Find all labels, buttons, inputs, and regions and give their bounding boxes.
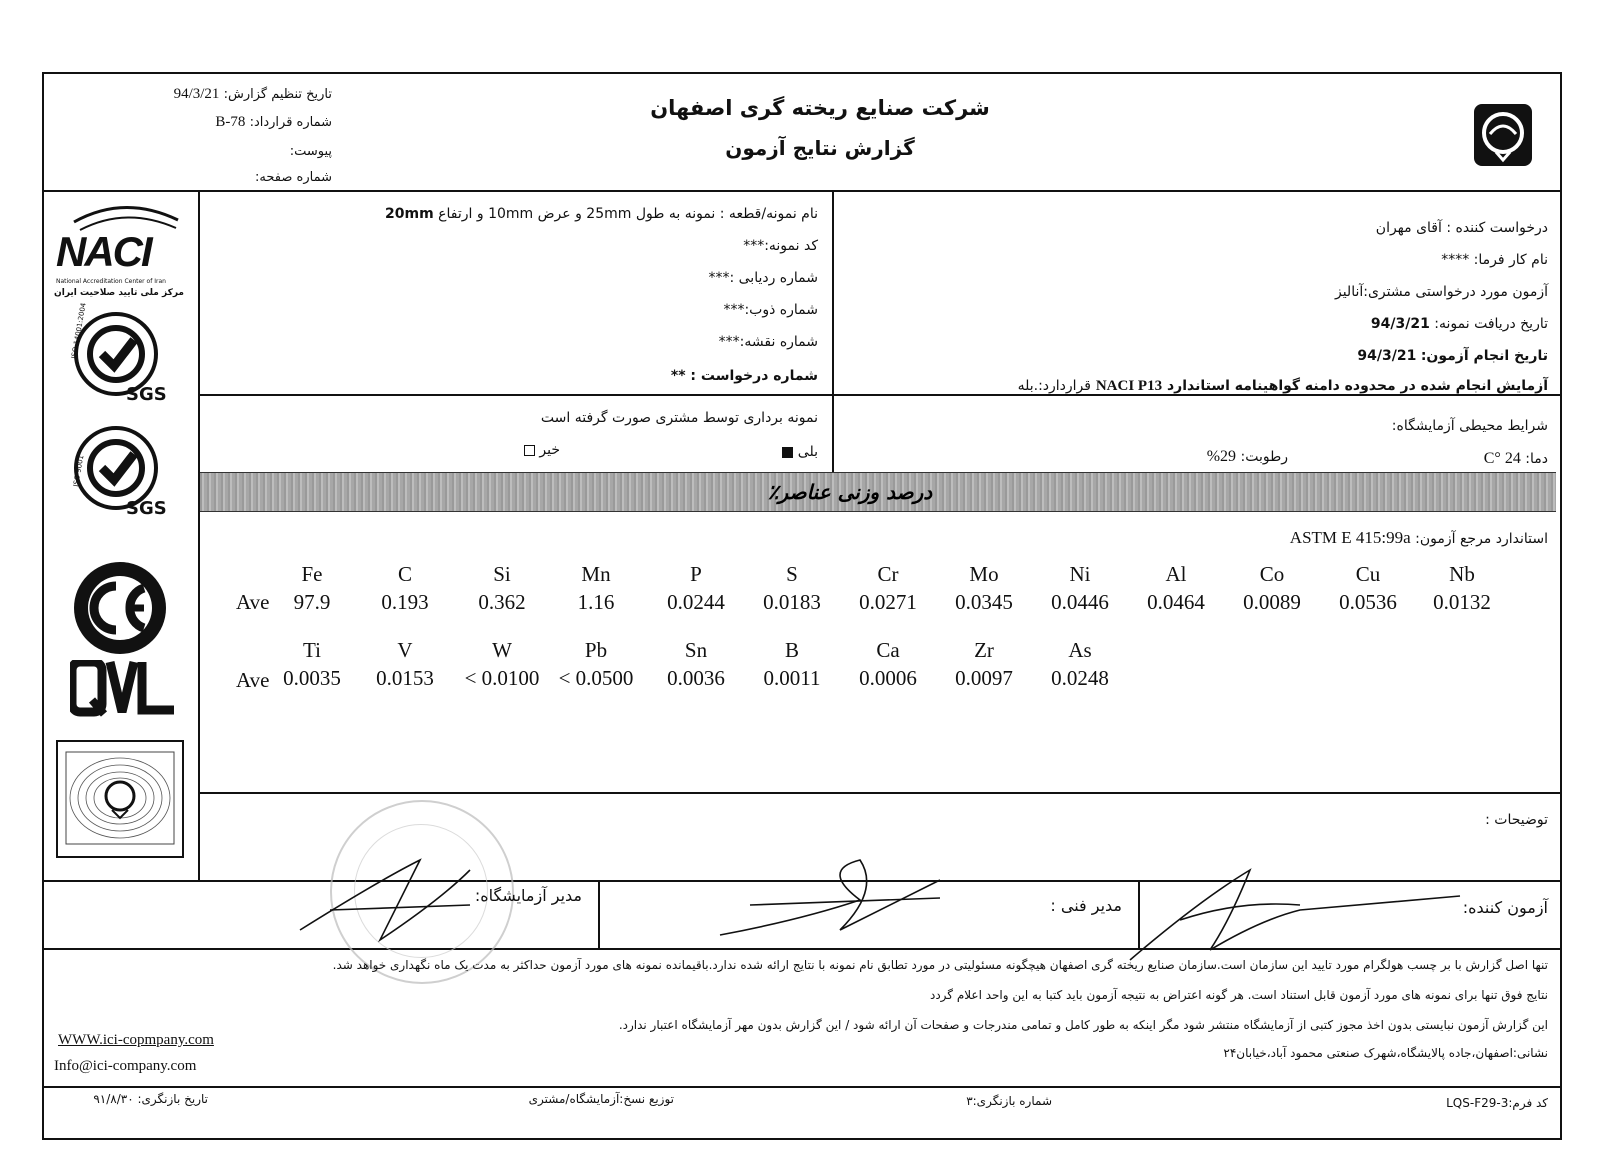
element-symbol-row1-3: Mn	[581, 562, 611, 586]
accreditation-text: آزمایش انجام شده در محدوده دامنه گواهینامه استاندارد	[1166, 378, 1548, 394]
accreditation-answer: قراردارد:.بله	[1017, 378, 1091, 394]
row1-label: Ave	[236, 590, 270, 614]
section-title: درصد وزنی عناصر٪	[767, 480, 933, 504]
element-value-row2-5: 0.0011	[763, 666, 821, 690]
iso9001-label: ISO 9001	[72, 454, 86, 488]
receive-date: 94/3/21	[1370, 316, 1430, 332]
element-value-row1-10: 0.0089	[1243, 590, 1301, 614]
form-code: کد فرم:LQS-F29-3	[1446, 1096, 1548, 1110]
element-symbol-row1-5: S	[786, 562, 798, 586]
tracking-number: شماره ردیابی :***	[708, 270, 818, 286]
element-symbol-row1-0: Fe	[301, 562, 323, 586]
element-symbol-row1-1: C	[397, 562, 412, 586]
element-value-row2-1: 0.0153	[376, 666, 434, 690]
conditions-label: شرایط محیطی آزمایشگاه:	[1391, 418, 1548, 434]
contract-number: B-78	[215, 114, 246, 130]
element-value-row1-0: 97.9	[293, 590, 331, 614]
temperature-label: دما:	[1525, 451, 1548, 467]
element-symbol-row2-7: Zr	[974, 638, 994, 662]
iso14001-label: ISO 14001:2004	[70, 302, 88, 360]
naci-subtitle-fa: مرکز ملی تایید صلاحیت ایران	[54, 288, 184, 298]
element-value-row1-1: 0.193	[381, 590, 429, 614]
element-value-row1-2: 0.362	[478, 590, 526, 614]
revision-date: تاریخ بازنگری: ۹۱/۸/۳۰	[93, 1092, 208, 1106]
attachment-label: پیوست:	[289, 144, 332, 159]
element-value-row1-3: 1.16	[577, 590, 615, 614]
element-symbol-row1-8: Ni	[1069, 562, 1091, 586]
humidity-label: رطوبت:	[1240, 449, 1288, 465]
element-value-row2-0: 0.0035	[283, 666, 341, 690]
element-value-row1-11: 0.0536	[1339, 590, 1397, 614]
company-name: شرکت صنایع ریخته گری اصفهان	[650, 96, 990, 120]
lab-manager-signature-label: مدیر آزمایشگاه:	[474, 886, 582, 905]
contract-label: شماره قرارداد:	[249, 115, 332, 130]
email-link[interactable]: Info@ici-company.com	[54, 1058, 197, 1074]
element-symbol-row1-11: Cu	[1355, 562, 1381, 586]
sampling-no-label: خیر	[539, 442, 560, 458]
element-symbol-row2-8: As	[1068, 638, 1092, 662]
element-symbol-row2-1: V	[397, 638, 413, 662]
element-value-row1-4: 0.0244	[667, 590, 725, 614]
element-value-row1-7: 0.0345	[955, 590, 1013, 614]
element-value-row2-6: 0.0006	[859, 666, 917, 690]
sampling-statement: نمونه برداری توسط مشتری صورت گرفته است	[540, 410, 818, 426]
sample-name: نام نمونه/قطعه : نمونه به طول 25mm و عرض 10mm و ارتفاع	[438, 206, 818, 222]
distribution: توزیع نسخ:آزمایشگاه/مشتری	[528, 1092, 674, 1106]
footer-address: نشانی:اصفهان،جاده پالایشگاه،شهرک صنعتی محمود آباد،خیابان۲۴	[1223, 1046, 1548, 1060]
sgs-label-1: SGS	[126, 384, 167, 405]
element-symbol-row2-3: Pb	[584, 638, 608, 662]
element-symbol-row2-0: Ti	[303, 638, 321, 662]
employer: نام کار فرما: ****	[1441, 252, 1548, 268]
element-symbol-row1-10: Co	[1259, 562, 1285, 586]
request-number: شماره درخواست : **	[670, 368, 818, 384]
report-date: 94/3/21	[173, 86, 220, 102]
element-value-row1-5: 0.0183	[763, 590, 821, 614]
notes-label: توضیحات :	[1485, 812, 1548, 828]
element-value-row2-4: 0.0036	[667, 666, 725, 690]
element-symbol-row2-4: Sn	[684, 638, 708, 662]
temperature-value: 24 °C	[1483, 450, 1521, 467]
element-value-row2-7: 0.0097	[955, 666, 1013, 690]
test-date: 94/3/21	[1357, 348, 1417, 364]
footer-line-1: تنها اصل گزارش با بر چسب هولگرام مورد تایید این سازمان است.سازمان صنایع ریخته گری اصفهان هیچگونه مسئولیتی در مورد تطابق نام نمونه با نتایج ارائه شده ندارد.باقیمانده نمونه های مورد آزمون حداکثر به مدت یک ماه نگهداری خواهد شد.	[332, 958, 1548, 972]
tech-manager-signature-label: مدیر فنی :	[1050, 896, 1122, 915]
element-symbol-row1-2: Si	[493, 562, 511, 586]
element-symbol-row1-7: Mo	[969, 562, 999, 586]
melt-number: شماره ذوب:***	[723, 302, 818, 318]
website-link[interactable]: WWW.ici-copmpany.com	[58, 1032, 214, 1048]
naci-wordmark: NACI	[56, 228, 151, 275]
drawing-number: شماره نقشه:***	[718, 334, 818, 350]
element-symbol-row2-2: W	[492, 638, 512, 662]
sample-code: کد نمونه:***	[743, 238, 818, 254]
element-value-row2-2: < 0.0100	[464, 666, 540, 690]
revision-number: شماره بازنگری:۳	[966, 1094, 1052, 1108]
footer-line-3: این گزارش آزمون نبایستی بدون اخذ مجوز کتبی از آزمایشگاه منتشر شود مگر اینکه به طور کامل و تمامی مندرجات و صفحات آن ارائه شود / این گزارش بدون مهر آزمایشگاه اعتبار ندارد.	[618, 1018, 1548, 1032]
report-date-label: تاریخ تنظیم گزارش:	[223, 87, 332, 102]
element-symbol-row1-4: P	[690, 562, 702, 586]
test-date-label: تاریخ انجام آزمون:	[1420, 348, 1548, 364]
element-symbol-row2-6: Ca	[876, 638, 900, 662]
sgs-label-2: SGS	[126, 498, 167, 519]
element-value-row2-3: < 0.0500	[558, 666, 634, 690]
receive-date-label: تاریخ دریافت نمونه:	[1434, 316, 1548, 332]
element-symbol-row2-5: B	[784, 638, 799, 662]
accreditation-standard: NACI P13	[1095, 378, 1163, 394]
sampling-yes-label: بلی	[797, 444, 818, 460]
naci-subtitle-en: National Accreditation Center of Iran	[56, 278, 166, 285]
element-symbol-row1-6: Cr	[877, 562, 899, 586]
element-value-row1-8: 0.0446	[1051, 590, 1109, 614]
sample-height: 20mm	[385, 206, 434, 222]
reference-label: استاندارد مرجع آزمون:	[1415, 531, 1548, 547]
footer-line-2: نتایج فوق تنها برای نمونه های مورد آزمون قابل استناد است. هر گونه اعتراض به نتیجه آزمون باید کتبا به این واحد اعلام گردد	[929, 988, 1548, 1002]
requester: درخواست کننده : آقای مهران	[1375, 220, 1548, 236]
tester-signature-label: آزمون کننده:	[1462, 898, 1548, 917]
report-title: گزارش نتایج آزمون	[725, 136, 915, 160]
element-value-row1-9: 0.0464	[1147, 590, 1205, 614]
element-value-row2-8: 0.0248	[1051, 666, 1109, 690]
reference-value: ASTM E 415:99a	[1289, 528, 1411, 547]
page-number-label: شماره صفحه:	[255, 170, 332, 185]
element-symbol-row1-12: Nb	[1449, 562, 1475, 586]
requested-test: آزمون مورد درخواستی مشتری:آنالیز	[1334, 284, 1548, 300]
humidity-value: 29%	[1206, 448, 1237, 465]
row2-label: Ave	[236, 668, 270, 692]
element-symbol-row1-9: Al	[1165, 562, 1187, 586]
element-value-row1-6: 0.0271	[859, 590, 917, 614]
element-value-row1-12: 0.0132	[1433, 590, 1491, 614]
